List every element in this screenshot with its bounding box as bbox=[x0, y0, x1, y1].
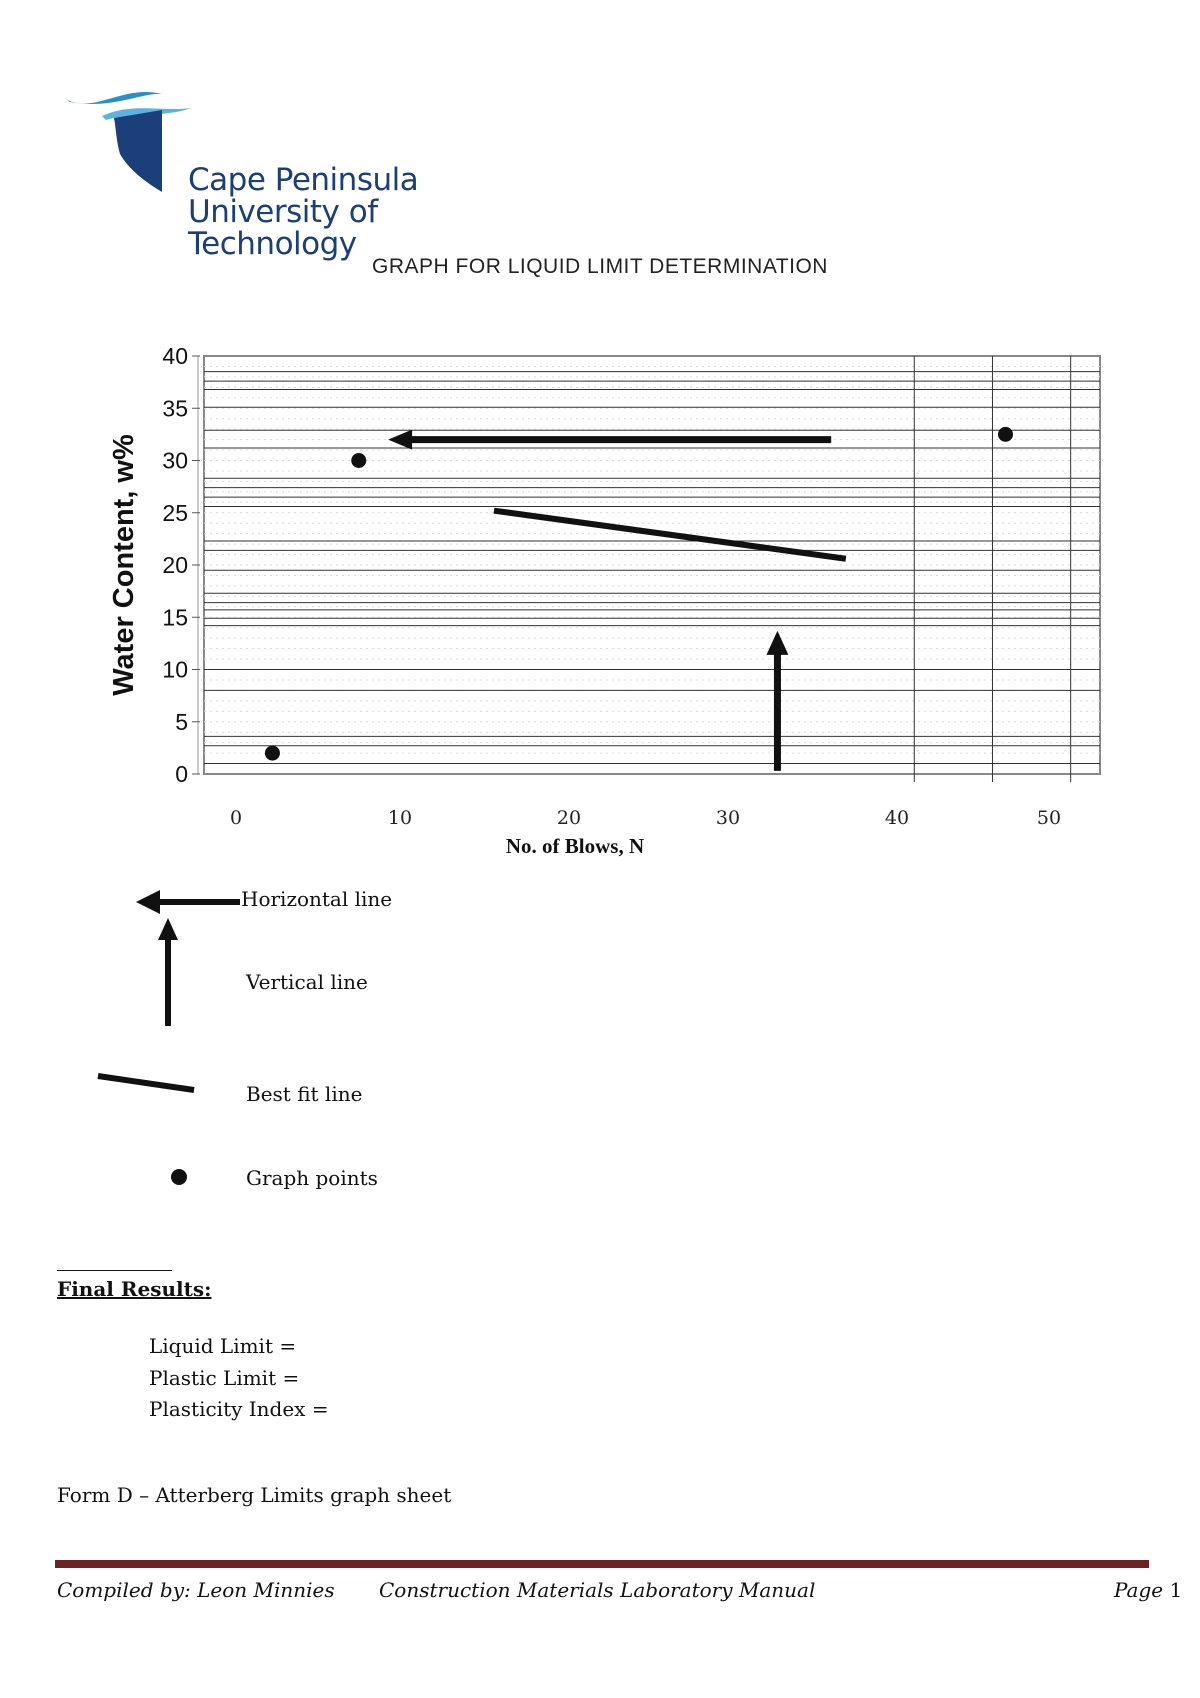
legend-horizontal-arrow-icon bbox=[136, 890, 242, 914]
y-tick-label: 35 bbox=[162, 395, 188, 422]
y-axis-label: Water Content, w% bbox=[108, 434, 140, 696]
footer-page-word: Page bbox=[1114, 1578, 1164, 1602]
footer-manual-title: Construction Materials Laboratory Manual bbox=[379, 1578, 816, 1602]
x-tick-label: 50 bbox=[1036, 807, 1062, 829]
x-tick-label: 40 bbox=[884, 807, 910, 829]
y-tick-label: 25 bbox=[162, 499, 188, 526]
legend-vertical-label: Vertical line bbox=[246, 970, 368, 994]
footer-page-label bbox=[1114, 1578, 1182, 1602]
results-divider bbox=[57, 1270, 172, 1271]
footer-rule bbox=[55, 1560, 1149, 1568]
legend-best-fit-label: Best fit line bbox=[246, 1082, 363, 1106]
y-tick-label: 30 bbox=[162, 447, 188, 474]
logo-line-2: University of Technology bbox=[188, 194, 378, 262]
x-tick-label: 0 bbox=[229, 807, 243, 829]
legend-vertical-arrow-icon bbox=[156, 918, 180, 1026]
y-tick-label: 0 bbox=[175, 761, 188, 787]
x-axis-label: No. of Blows, N bbox=[505, 834, 645, 858]
plastic-limit-field: Plastic Limit = bbox=[149, 1366, 300, 1390]
graph-point bbox=[351, 453, 366, 468]
plot-area bbox=[204, 356, 1100, 774]
logo-line-1: Cape Peninsula bbox=[188, 162, 419, 198]
form-label: Form D – Atterberg Limits graph sheet bbox=[57, 1483, 452, 1507]
legend-points-label: Graph points bbox=[246, 1166, 378, 1190]
results-heading: Final Results: bbox=[57, 1277, 212, 1301]
legend-horizontal-label: Horizontal line bbox=[241, 887, 393, 911]
x-tick-label: 20 bbox=[556, 807, 582, 829]
legend-best-fit-line-icon bbox=[96, 1070, 196, 1096]
liquid-limit-field: Liquid Limit = bbox=[149, 1334, 297, 1358]
graph-point bbox=[265, 746, 280, 761]
y-tick-label: 10 bbox=[162, 656, 188, 683]
legend-graph-point-icon bbox=[170, 1168, 188, 1186]
footer-page-number: 1 bbox=[1169, 1578, 1183, 1602]
graph-point bbox=[998, 427, 1013, 442]
x-tick-label: 30 bbox=[715, 807, 741, 829]
footer-compiled-by: Compiled by: Leon Minnies bbox=[57, 1578, 335, 1602]
plasticity-index-field: Plasticity Index = bbox=[149, 1397, 329, 1421]
y-tick-label: 5 bbox=[175, 708, 188, 735]
y-tick-label: 15 bbox=[162, 604, 188, 631]
y-tick-label: 40 bbox=[162, 343, 188, 369]
y-tick-label: 20 bbox=[162, 552, 188, 578]
chart-title: GRAPH FOR LIQUID LIMIT DETERMINATION bbox=[372, 255, 828, 278]
x-tick-label: 10 bbox=[387, 807, 413, 829]
